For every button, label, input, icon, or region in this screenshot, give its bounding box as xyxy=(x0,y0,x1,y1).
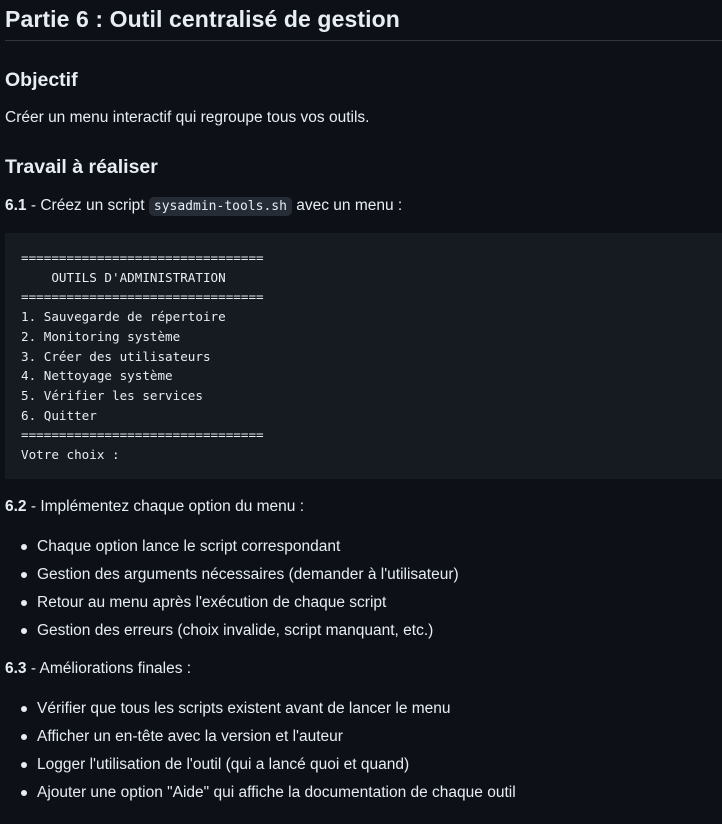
section-heading-travail: Travail à réaliser xyxy=(5,156,158,178)
step-6-1-number: 6.1 xyxy=(5,197,27,214)
list-item: Logger l'utilisation de l'outil (qui a lancé quoi et quand) xyxy=(37,753,722,777)
section-heading-objectif: Objectif xyxy=(5,69,78,91)
menu-line-title: OUTILS D'ADMINISTRATION xyxy=(21,269,226,285)
step-6-1 xyxy=(5,194,722,219)
list-item: Ajouter une option "Aide" qui affiche la documentation de chaque outil xyxy=(37,781,722,805)
menu-line-option-4: 4. Nettoyage système xyxy=(21,368,173,384)
menu-line-separator-top: ================================ xyxy=(21,250,264,265)
step-6-1-text-before: - Créez un script xyxy=(26,197,149,214)
list-item: Retour au menu après l'exécution de chaque script xyxy=(37,591,722,615)
list-item: Chaque option lance le script correspondant xyxy=(37,535,722,559)
step-6-1-text-after: avec un menu : xyxy=(291,197,403,214)
step-6-2-number: 6.2 xyxy=(5,497,27,515)
menu-line-option-3: 3. Créer des utilisateurs xyxy=(21,348,211,364)
step-6-2 xyxy=(5,495,722,519)
step-6-3-list xyxy=(5,697,722,805)
step-6-2-list xyxy=(5,535,722,643)
step-6-3-text: - Améliorations finales : xyxy=(26,659,192,677)
objectif-text: Créer un menu interactif qui regroupe tous vos outils. xyxy=(5,109,370,126)
menu-line-prompt: Votre choix : xyxy=(21,447,120,463)
menu-line-separator-mid: ================================ xyxy=(21,289,264,305)
list-item: Afficher un en-tête avec la version et l'auteur xyxy=(37,725,722,749)
step-6-2-text: - Implémentez chaque option du menu : xyxy=(26,497,305,515)
menu-code-block[interactable] xyxy=(5,233,722,479)
script-name-code: sysadmin-tools.sh xyxy=(149,197,292,216)
menu-line-option-5: 5. Vérifier les services xyxy=(21,387,203,403)
menu-line-option-1: 1. Sauvegarde de répertoire xyxy=(21,309,226,325)
menu-line-option-2: 2. Monitoring système xyxy=(21,328,181,344)
menu-line-separator-bottom: ================================ xyxy=(21,427,264,443)
step-6-3-number: 6.3 xyxy=(5,659,27,677)
menu-line-option-6: 6. Quitter xyxy=(21,407,97,423)
list-item: Vérifier que tous les scripts existent avant de lancer le menu xyxy=(37,697,722,721)
page-title: Partie 6 : Outil centralisé de gestion xyxy=(5,0,722,41)
list-item: Gestion des arguments nécessaires (demander à l'utilisateur) xyxy=(37,563,722,587)
list-item: Gestion des erreurs (choix invalide, script manquant, etc.) xyxy=(37,619,722,643)
step-6-3 xyxy=(5,657,722,681)
